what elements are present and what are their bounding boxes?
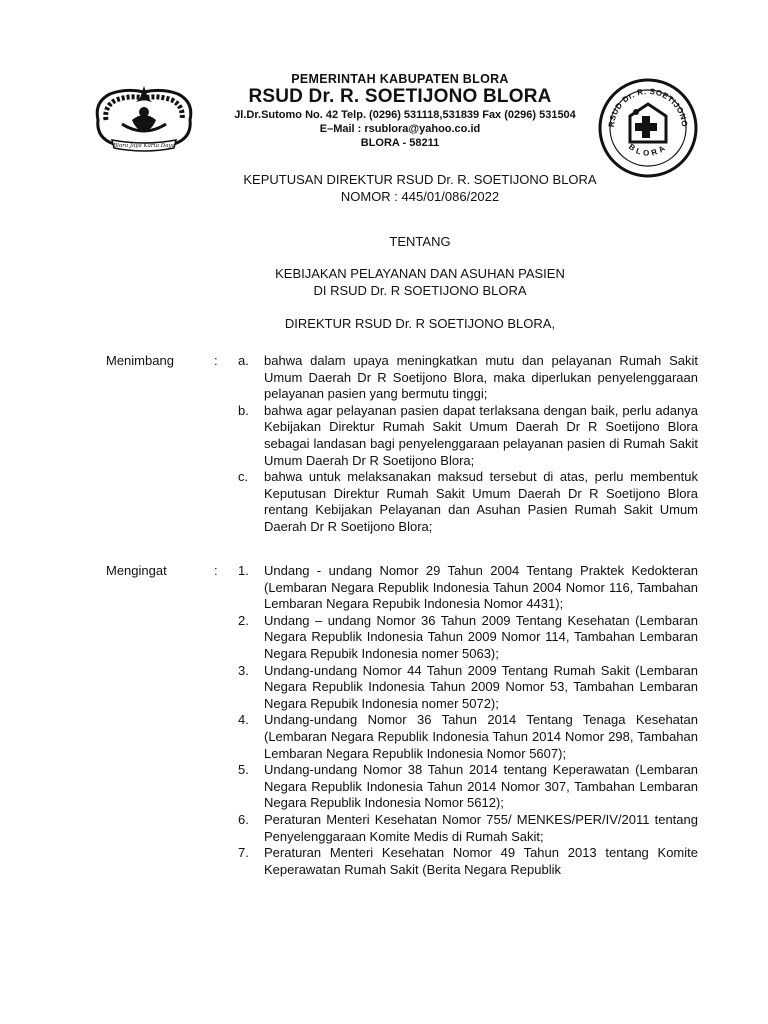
list-item	[238, 469, 698, 535]
mengingat-list	[238, 563, 698, 878]
subject-line-2: DI RSUD Dr. R SOETIJONO BLORA	[313, 283, 527, 298]
item-text: Peraturan Menteri Kesehatan Nomor 49 Tahun 2013 tentang Komite Keperawatan Rumah Sakit (Berita Negara Republik	[264, 845, 698, 877]
item-text: Peraturan Menteri Kesehatan Nomor 755/ MENKES/PER/IV/2011 tentang Penyelenggaraan Komite Medis di Rumah Sakit;	[264, 811, 698, 844]
item-text: Undang-undang Nomor 44 Tahun 2009 Tentang Rumah Sakit (Lembaran Negara Republik Indonesia Tahun 2009 Nomor 53, Tambahan Lembaran Negara Repubik Indonesia nomer 5072);	[264, 662, 698, 711]
list-item	[238, 845, 698, 878]
mengingat-colon: :	[214, 563, 218, 578]
blora-regency-emblem-logo	[92, 80, 196, 152]
seal-bottom-text: BLORA	[626, 142, 670, 158]
menimbang-label: Menimbang	[106, 353, 174, 368]
hospital-name: RSUD Dr. R. SOETIJONO BLORA	[248, 86, 552, 107]
item-marker: 5.	[238, 762, 249, 778]
item-marker: 2.	[238, 612, 249, 628]
item-text: bahwa agar pelayanan pasien dapat terlaksana dengan baik, perlu adanya Kebijakan Direktur Rumah Sakit Umum Daerah Dr R Soetijono Blora sebagai landasan bagi penyelenggaraan pelayanan pasien di Rumah Sakit Umum Daerah Dr R Soetijono Blora;	[264, 402, 698, 468]
government-heading: PEMERINTAH KABUPATEN BLORA	[291, 72, 509, 86]
decree-title: KEPUTUSAN DIREKTUR RSUD Dr. R. SOETIJONO BLORA	[243, 172, 597, 187]
about-heading: TENTANG	[389, 234, 451, 249]
item-marker: a.	[238, 353, 249, 368]
list-item	[238, 563, 698, 613]
item-marker: b.	[238, 402, 249, 418]
item-text: Undang-undang Nomor 36 Tahun 2014 Tentang Tenaga Kesehatan (Lembaran Negara Republik Indonesia Tahun 2014 Nomor 298, Tambahan Lembaran Negara Republik Indonesia Nomor 5607);	[264, 712, 698, 761]
seal-top-text: RSUD Dr. R. SOETIJONO	[606, 86, 690, 128]
item-text: bahwa dalam upaya meningkatkan mutu dan pelayanan Rumah Sakit Umum Daerah Dr R Soetijono Blora, maka diperlukan penyelenggaraan pelayanan pasien yang bermutu tinggi;	[264, 353, 698, 402]
mengingat-label: Mengingat	[106, 563, 167, 578]
list-item	[238, 613, 698, 663]
hospital-address: Jl.Dr.Sutomo No. 42 Telp. (0296) 531118,531839 Fax (0296) 531504	[234, 109, 576, 121]
emblem-motto: Blora Jaya Karta Daya	[113, 143, 175, 149]
list-item	[238, 812, 698, 845]
item-marker: 3.	[238, 662, 249, 678]
director-heading: DIREKTUR RSUD Dr. R SOETIJONO BLORA,	[284, 316, 556, 331]
decree-number: NOMOR : 445/01/086/2022	[340, 189, 500, 204]
subject-line-1: KEBIJAKAN PELAYANAN DAN ASUHAN PASIEN	[275, 266, 565, 281]
list-item	[238, 403, 698, 469]
item-text: Undang – undang Nomor 36 Tahun 2009 Tentang Kesehatan (Lembaran Negara Republik Indonesia Tahun 2009 Nomor 114, Tambahan Lembaran Negara Repubik Indonesia nomer 5063);	[264, 612, 698, 661]
item-marker: 1.	[238, 563, 249, 578]
item-marker: c.	[238, 469, 249, 485]
hospital-email: E–Mail : rsublora@yahoo.co.id	[319, 123, 481, 135]
list-item	[238, 712, 698, 762]
item-marker: 7.	[238, 845, 249, 861]
list-item	[238, 762, 698, 812]
item-text: Undang - undang Nomor 29 Tahun 2004 Tentang Praktek Kedokteran (Lembaran Negara Republik Indonesia Tahun 2004 Nomor 116, Tambahan Lembaran Negara Repubik Indonesia Nomor 4431);	[264, 563, 698, 612]
menimbang-list	[238, 353, 698, 536]
hospital-city: BLORA - 58211	[360, 137, 440, 149]
item-text: bahwa untuk melaksanakan maksud tersebut di atas, perlu membentuk Keputusan Direktur Rumah Sakit Umum Daerah Dr R Soetijono Blora rentang Kebijakan Pelayanan dan Asuhan Pasien Rumah Sakit Umum Daerah Dr R Soetijono Blora;	[264, 469, 698, 534]
rsud-hospital-seal-logo	[596, 76, 700, 180]
list-item	[238, 663, 698, 713]
item-marker: 6.	[238, 811, 249, 827]
list-item	[238, 353, 698, 403]
item-marker: 4.	[238, 712, 249, 728]
item-text: Undang-undang Nomor 38 Tahun 2014 tentang Keperawatan (Lembaran Negara Republik Indonesia Tahun 2014 Nomor 307, Tambahan Lembaran Negara Republik Indonesia Nomor 5612);	[264, 762, 698, 811]
menimbang-colon: :	[214, 353, 218, 368]
